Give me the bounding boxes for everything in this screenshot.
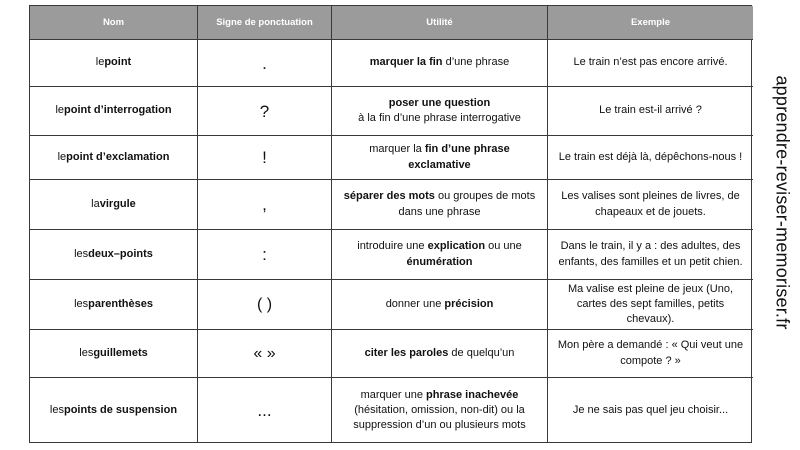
example-cell-colon: Dans le train, il y a : des adultes, des enfants, des familles et un petit chien. xyxy=(548,230,753,280)
use-text: de quelqu’un xyxy=(448,346,515,359)
colon-sign: : xyxy=(262,245,267,264)
header-exemple: Exemple xyxy=(548,6,753,40)
sign-cell-suspension xyxy=(198,378,332,443)
site-watermark xyxy=(761,74,800,330)
comma-sign: , xyxy=(262,195,267,214)
use-bold: citer les paroles xyxy=(364,346,449,359)
use-cell-colon xyxy=(332,230,548,280)
name-bold: deux–points xyxy=(88,247,153,260)
sign-cell-comma xyxy=(198,180,332,230)
quotes-sign: « » xyxy=(253,344,276,362)
name-bold: points de suspension xyxy=(63,403,178,416)
use-text: introduire une xyxy=(357,240,428,253)
example-cell-suspension: Je ne sais pas quel jeu choisir... xyxy=(572,403,729,416)
name-prefix: le xyxy=(55,104,64,117)
name-prefix: les xyxy=(79,346,94,359)
name-cell-question xyxy=(30,87,198,136)
use-text: ou groupes de mots dans une phrase xyxy=(398,190,536,218)
suspension-sign: ... xyxy=(257,401,272,420)
use-text: marquer la xyxy=(369,143,425,156)
name-prefix: les xyxy=(49,403,64,416)
question-sign: ? xyxy=(259,101,270,121)
name-prefix: la xyxy=(91,197,100,210)
sign-cell-quotes xyxy=(198,330,332,378)
use-cell-point xyxy=(332,40,548,87)
use-text: d’une phrase xyxy=(442,56,510,69)
name-prefix: le xyxy=(57,150,67,163)
use-bold: phrase inachevée xyxy=(426,388,519,401)
use-cell-quotes xyxy=(332,330,548,378)
header-nom: Nom xyxy=(30,6,198,40)
name-bold: point d’interrogation xyxy=(64,104,172,117)
use-cell-question xyxy=(332,87,548,136)
example-cell-exclamation: Le train est déjà là, dépêchons-nous ! xyxy=(548,136,753,180)
name-bold: guillemets xyxy=(93,346,148,359)
use-bold: précision xyxy=(444,297,494,310)
period-sign: . xyxy=(262,53,267,73)
name-prefix: les xyxy=(74,297,89,310)
sign-cell-exclamation xyxy=(198,136,332,180)
use-text: marquer une xyxy=(360,388,427,401)
use-bold: marquer la fin xyxy=(369,56,443,69)
example-cell-question: Le train est-il arrivé ? xyxy=(548,87,753,136)
use-bold: explication xyxy=(427,240,486,253)
use-cell-suspension xyxy=(332,378,548,443)
header-utilite: Utilité xyxy=(332,6,548,40)
site-watermark-text: apprendre-reviser-memoriser.fr xyxy=(772,74,793,330)
sign-cell-parentheses xyxy=(198,280,332,330)
name-prefix: les xyxy=(74,247,89,260)
use-text: (hésitation, omission, non-dit) ou la suppression d’un ou plusieurs mots xyxy=(353,403,526,432)
name-cell-point xyxy=(30,40,198,87)
name-cell-parentheses xyxy=(30,280,198,330)
example-cell-quotes: Mon père a demandé : « Qui veut une compote ? » xyxy=(548,330,753,378)
use-bold: fin d’une phrase exclamative xyxy=(408,143,510,171)
sign-cell-colon xyxy=(198,230,332,280)
name-cell-quotes xyxy=(30,330,198,378)
name-bold: virgule xyxy=(99,197,136,210)
use-cell-exclamation xyxy=(332,136,548,180)
header-signe: Signe de ponctuation xyxy=(198,6,332,40)
use-bold: séparer des mots xyxy=(343,190,435,203)
use-text: à la fin d’une phrase interrogative xyxy=(358,112,521,124)
name-cell-comma xyxy=(30,180,198,230)
name-cell-colon xyxy=(30,230,198,280)
name-cell-suspension xyxy=(30,378,198,443)
use-text: donner une xyxy=(385,297,445,310)
example-cell-point: Le train n’est pas encore arrivé. xyxy=(548,40,753,87)
parentheses-sign: ( ) xyxy=(256,295,273,313)
name-bold: point xyxy=(104,56,132,69)
name-prefix: le xyxy=(95,56,105,69)
exclamation-sign: ! xyxy=(262,148,267,167)
name-bold: point d’exclamation xyxy=(66,150,170,163)
name-bold: parenthèses xyxy=(88,297,153,310)
punctuation-table xyxy=(29,5,752,443)
sign-cell-point xyxy=(198,40,332,87)
use-bold: poser une question xyxy=(388,96,491,109)
use-bold: énumération xyxy=(406,255,473,268)
punctuation-grid xyxy=(30,6,751,442)
use-text: ou une xyxy=(485,240,522,253)
name-cell-exclamation xyxy=(30,136,198,180)
example-cell-comma: Les valises sont pleines de livres, de chapeaux et de jouets. xyxy=(548,180,753,230)
example-cell-parentheses: Ma valise est pleine de jeux (Uno, cartes des sept familles, petits chevaux). xyxy=(548,280,753,330)
sign-cell-question xyxy=(198,87,332,136)
use-cell-parentheses xyxy=(332,280,548,330)
use-cell-comma xyxy=(332,180,548,230)
